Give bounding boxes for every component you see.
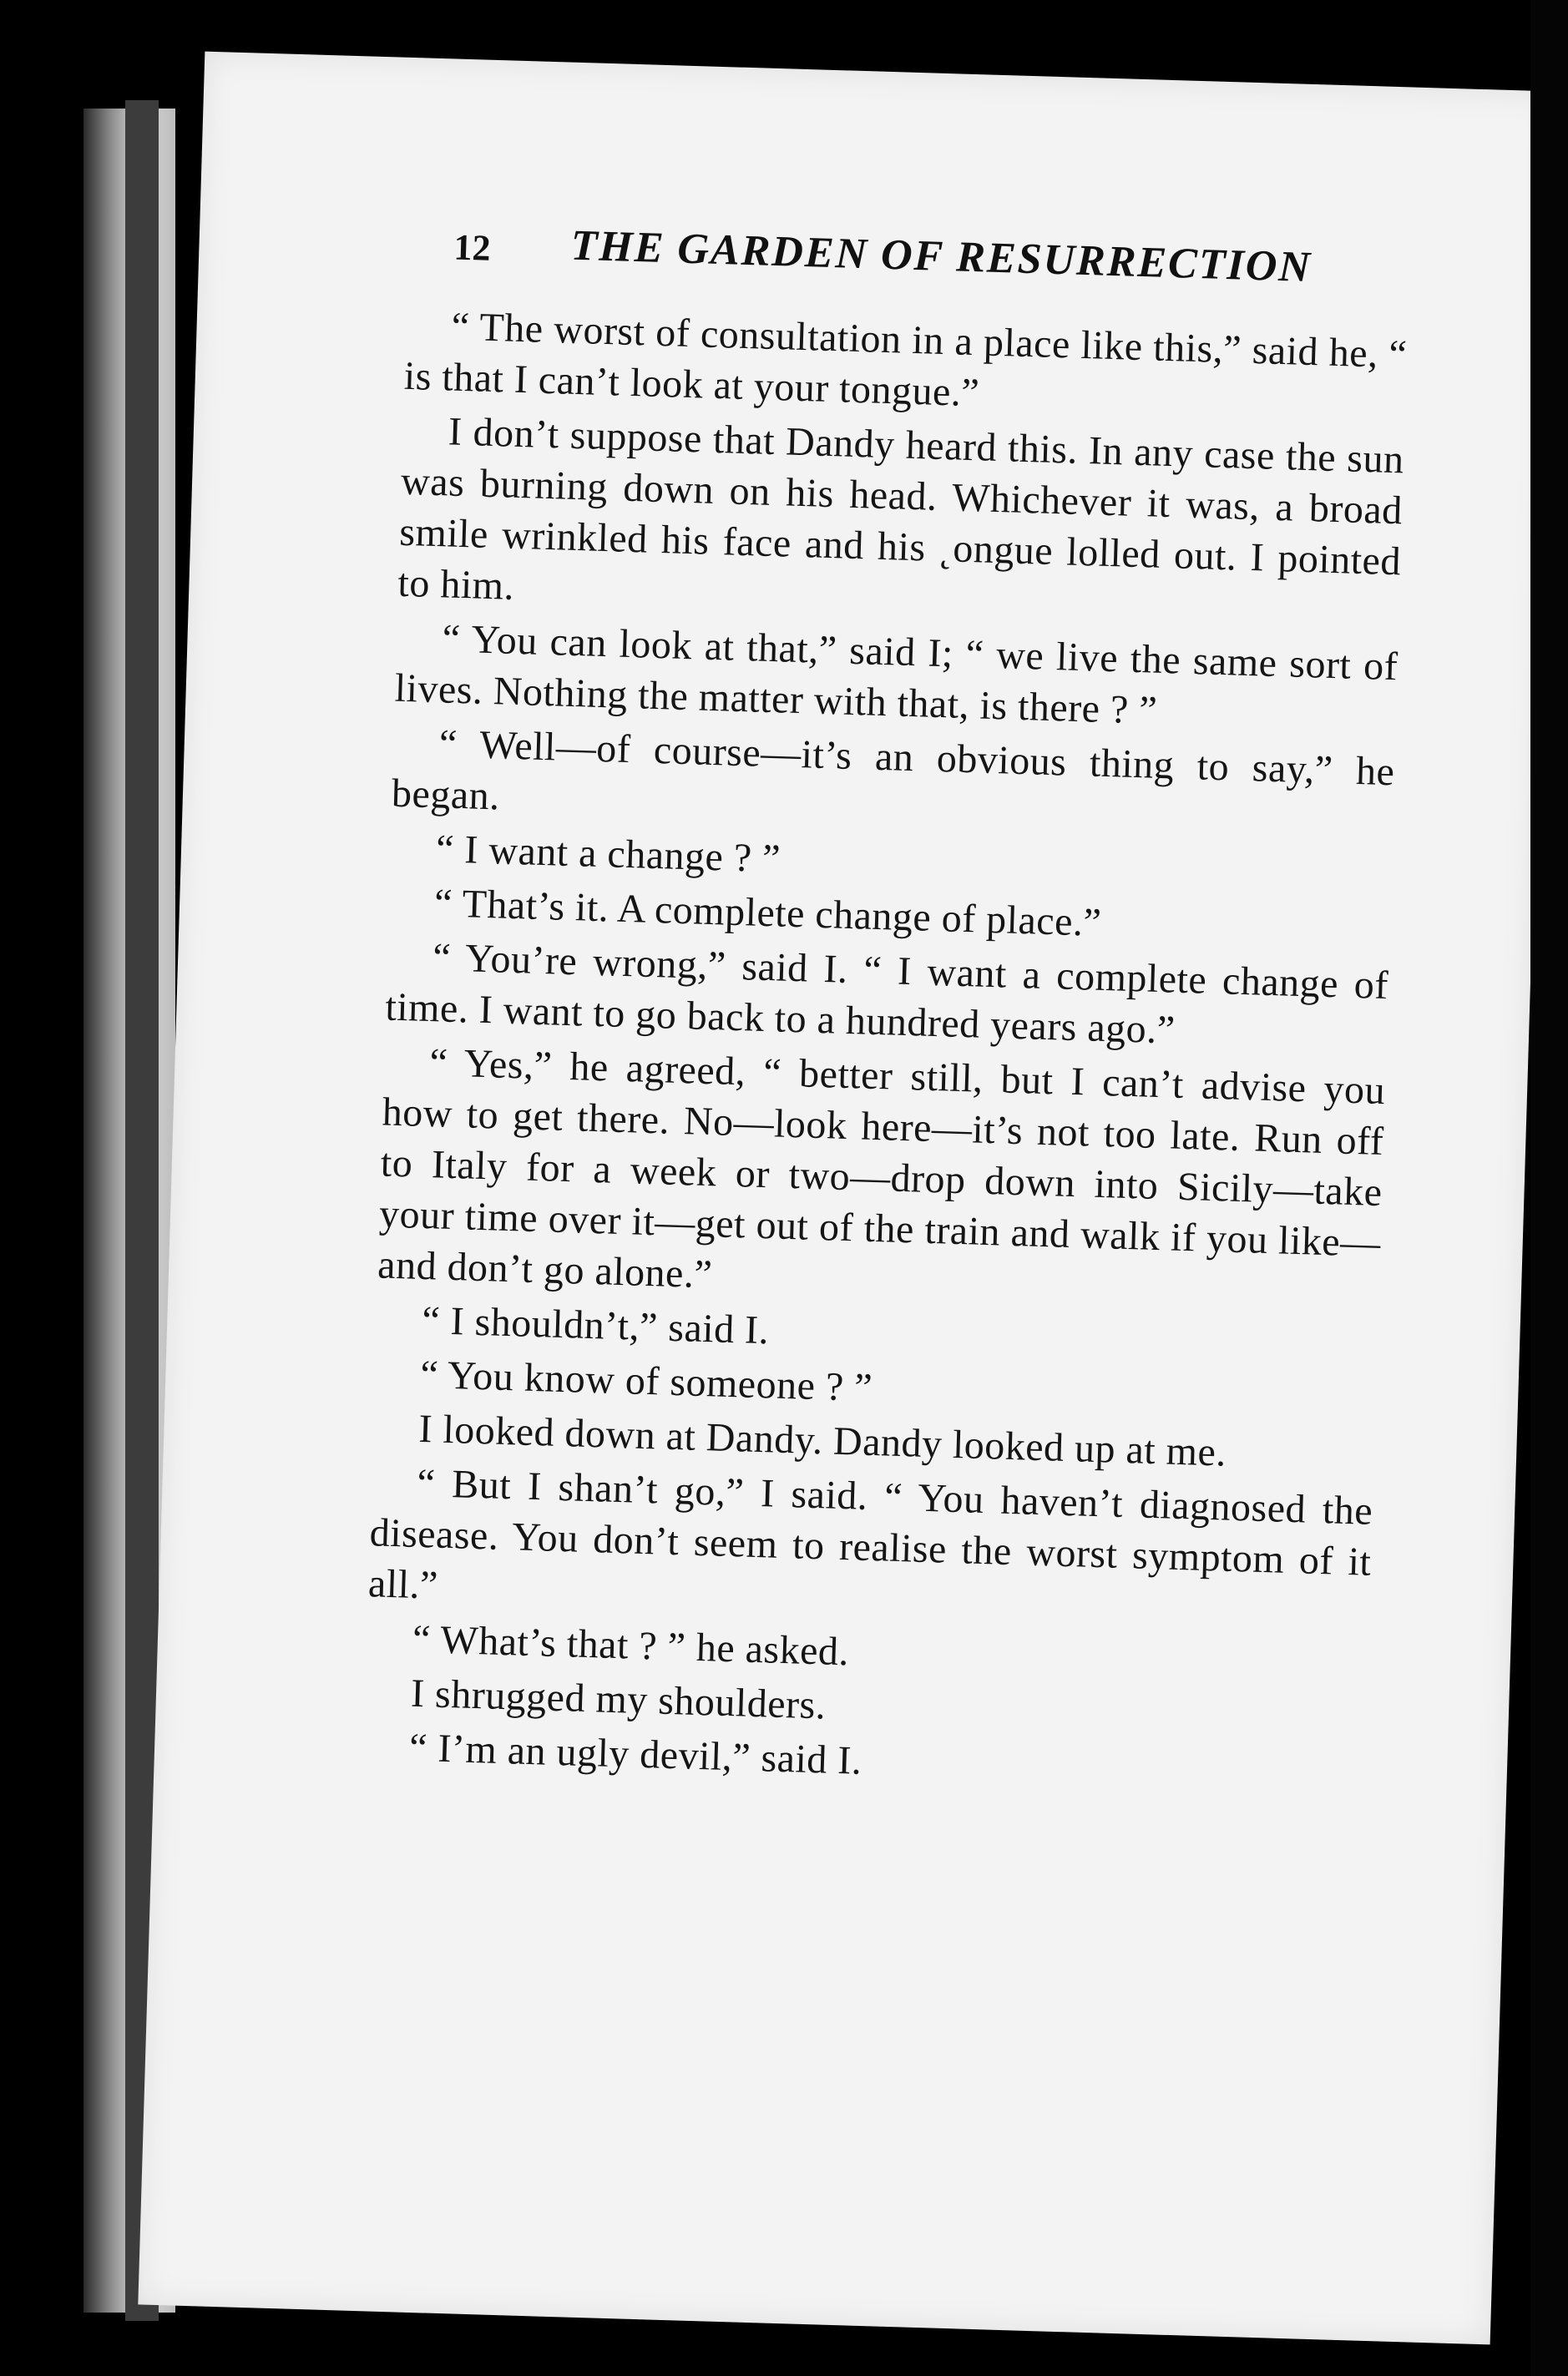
paragraph: I shrugged my shoulders. xyxy=(410,1671,827,1728)
book-page xyxy=(138,52,1556,2345)
paragraph: “ You’re wrong,” said I. “ I want a complete change of time. I want to go back to a hundred years ago.” xyxy=(384,935,1389,1053)
paragraph: I looked down at Dandy. Dandy looked up at me. xyxy=(417,1406,1227,1475)
body-text xyxy=(362,300,1408,1805)
paragraph: “ Yes,” he agreed, “ better still, but I can’t advise you how to get there. No—look here—it’s not too late. Run off to Italy for a week or two—drop down into Sicily—take your time over it—get out of the train and walk if you like—and don’t go alone.” xyxy=(377,1040,1386,1297)
scan-border xyxy=(1530,0,1568,2376)
paragraph: “ The worst of consultation in a place like this,” said he, “ is that I can’t look at your tongue.” xyxy=(403,304,1409,416)
paragraph: “ I’m an ugly devil,” said I. xyxy=(408,1725,863,1783)
paragraph: “ I shouldn’t,” said I. xyxy=(421,1297,770,1353)
page-number: 12 xyxy=(453,226,492,269)
paragraph: “ You know of someone ? ” xyxy=(419,1352,873,1410)
paragraph: “ That’s it. A complete change of place.” xyxy=(433,881,1103,945)
paragraph: “ I want a change ? ” xyxy=(435,827,781,882)
paragraph: “ You can look at that,” said I; “ we live the same sort of lives. Nothing the matter with that, is there ? ” xyxy=(394,616,1399,733)
paragraph: “ But I shan’t go,” I said. “ You haven’t diagnosed the disease. You don’t seem to realise the worst symptom of it all.” xyxy=(367,1460,1373,1608)
running-title: THE GARDEN OF RESURRECTION xyxy=(569,221,1313,291)
page-header xyxy=(453,218,1414,313)
paragraph: “ Well—of course—it’s an obvious thing to say,” he began. xyxy=(391,721,1396,819)
paragraph: I don’t suppose that Dandy heard this. In any case the sun was burning down on his head. Whichever it was, a broad smile wrinkled his face and his ˛ongue lolled out. I pointed to him. xyxy=(397,409,1405,609)
paragraph: “ What’s that ? ” he asked. xyxy=(412,1616,850,1675)
